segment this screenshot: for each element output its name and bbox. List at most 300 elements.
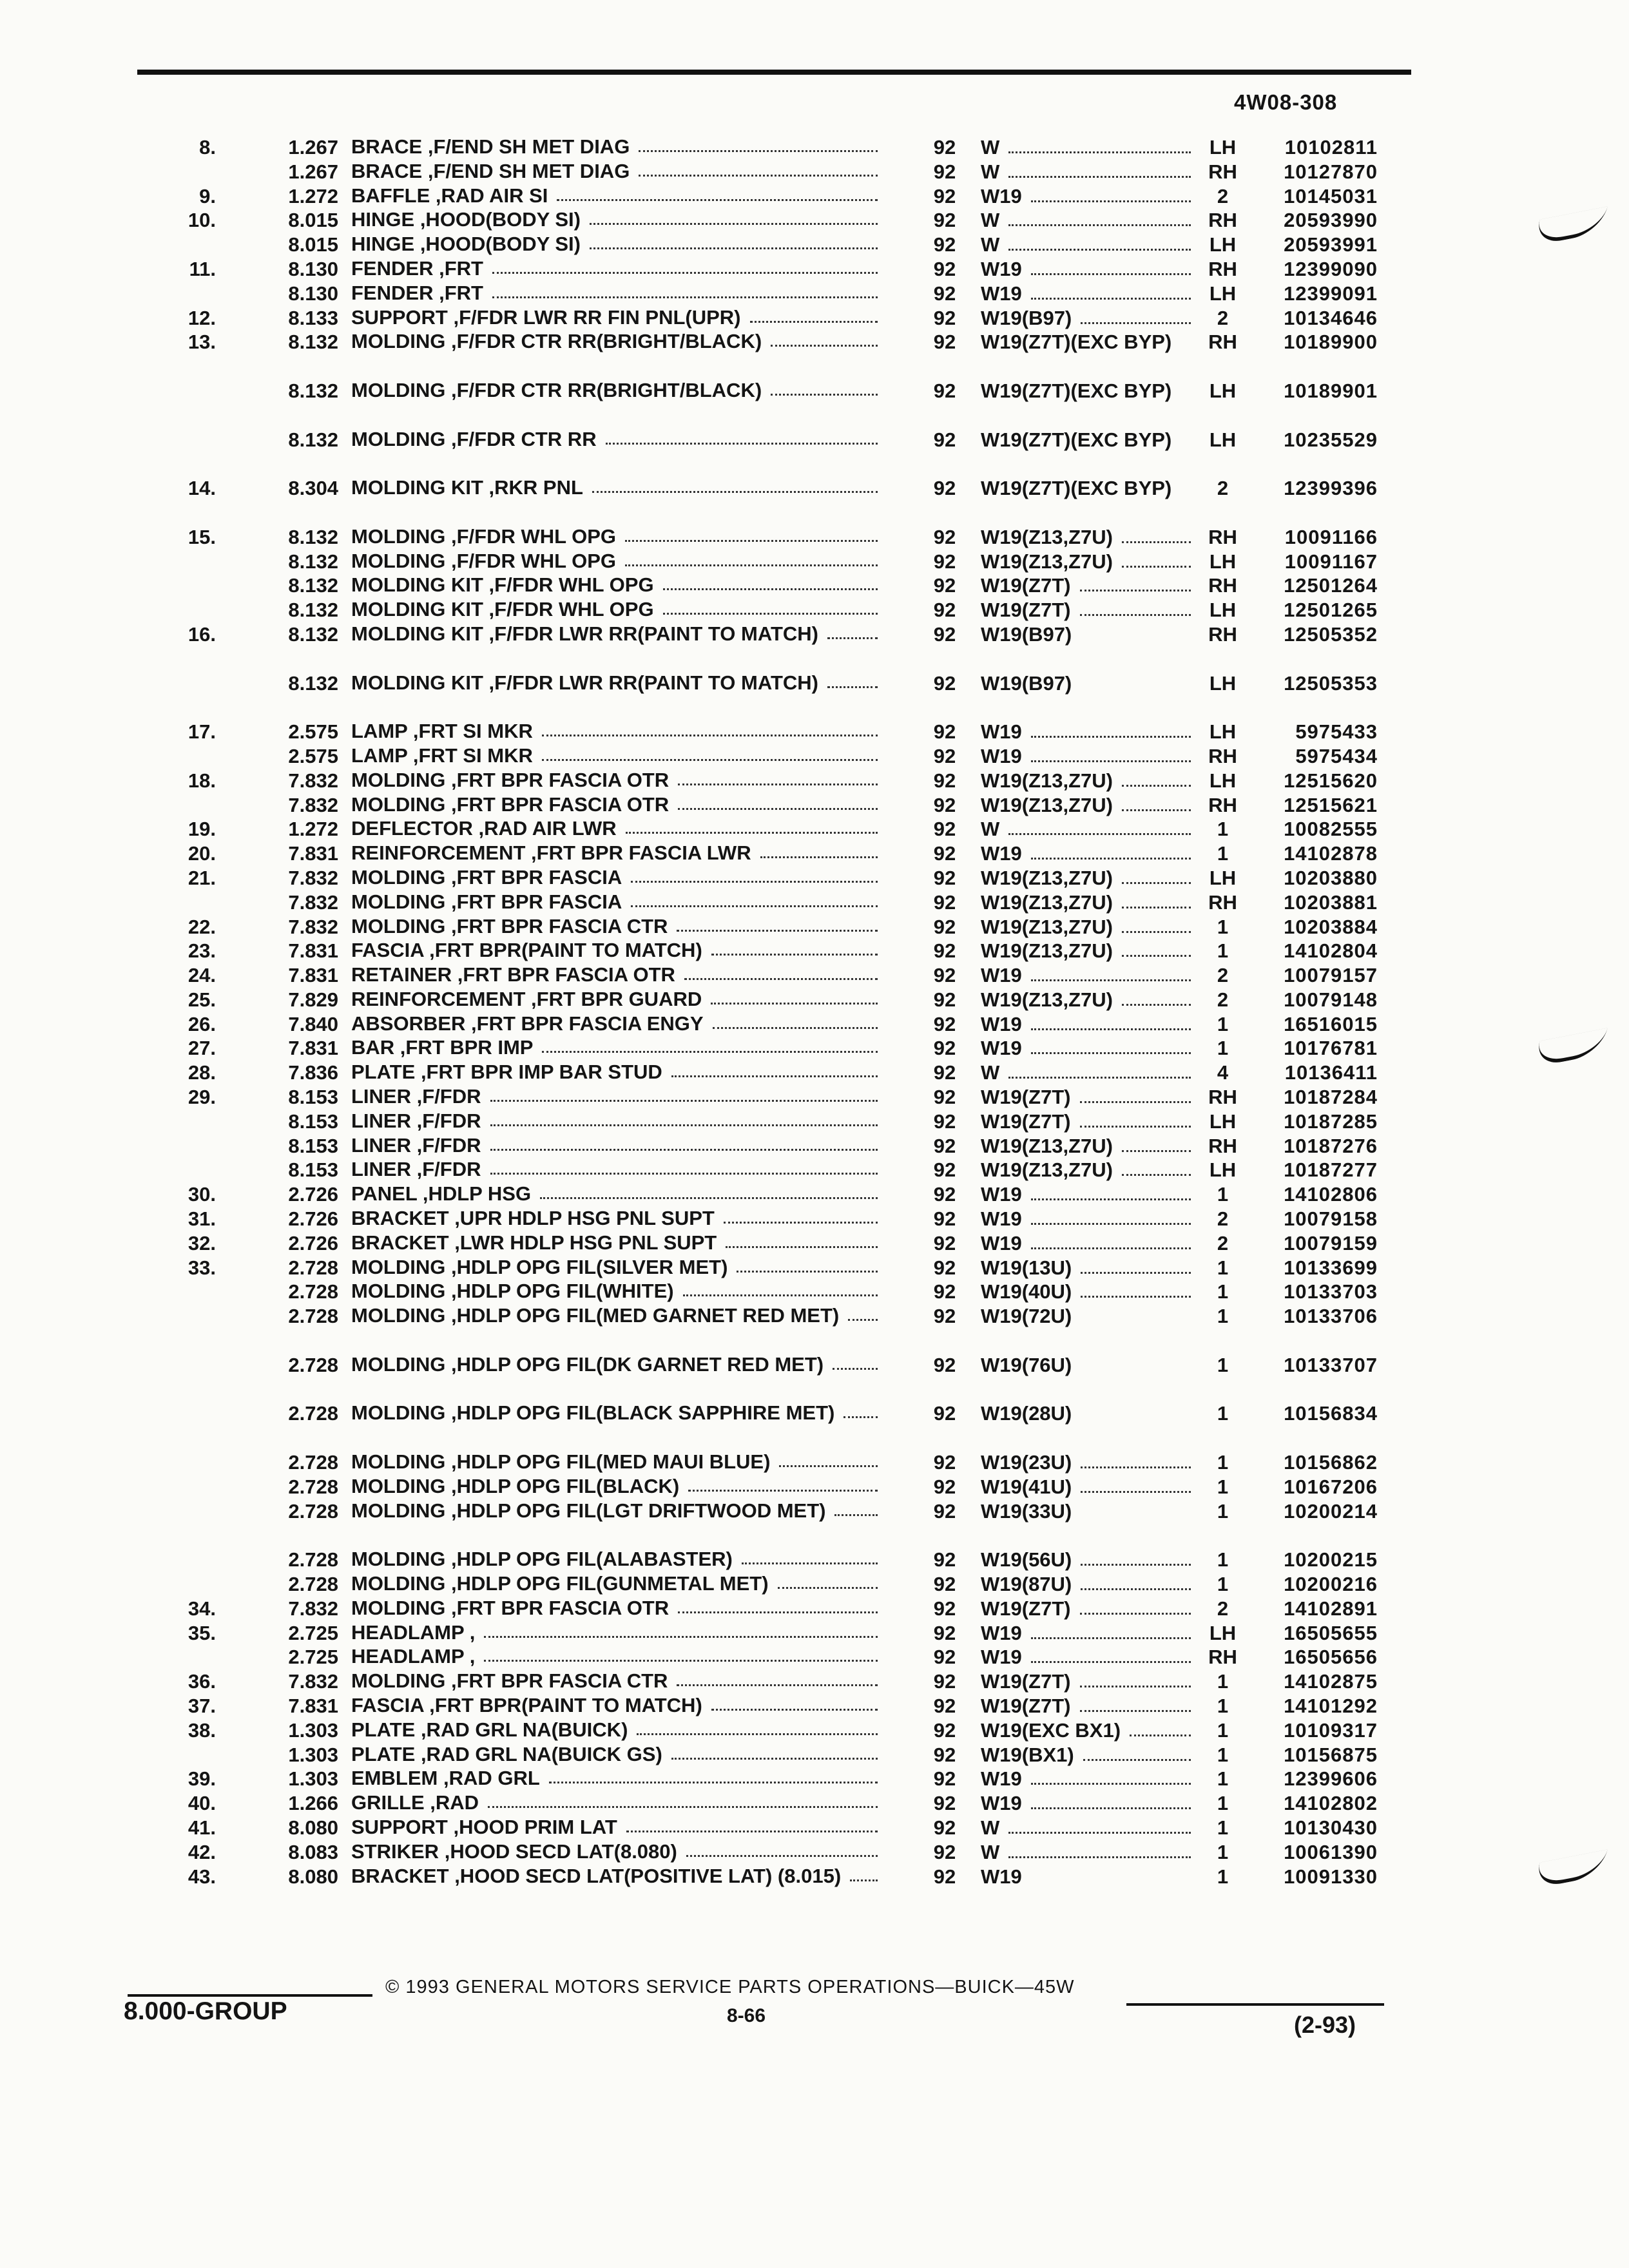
dot-leader bbox=[1031, 760, 1191, 762]
ref-number: 37. bbox=[188, 1695, 216, 1717]
dot-leader bbox=[592, 491, 878, 493]
part-description bbox=[351, 1207, 886, 1230]
part-name: MOLDING bbox=[351, 1401, 446, 1425]
part-number: 10200216 bbox=[1284, 1573, 1378, 1596]
dot-leader bbox=[488, 1806, 878, 1808]
part-detail: ,HOOD PRIM LAT bbox=[453, 1815, 617, 1838]
part-name: MOLDING bbox=[351, 1474, 446, 1497]
model-year: 92 bbox=[933, 720, 956, 744]
part-number: 20593991 bbox=[1284, 233, 1378, 256]
part-description bbox=[351, 184, 886, 207]
dot-leader bbox=[834, 1514, 878, 1516]
model-year: 92 bbox=[933, 1305, 956, 1328]
part-description bbox=[351, 841, 886, 865]
dot-leader bbox=[1081, 1491, 1191, 1493]
dot-leader bbox=[1031, 1223, 1191, 1225]
dot-leader bbox=[827, 637, 878, 639]
dot-leader bbox=[1008, 1832, 1191, 1834]
dot-leader bbox=[1080, 590, 1191, 591]
part-detail: ,F/FDR bbox=[416, 1158, 481, 1181]
model-year: 92 bbox=[933, 160, 956, 183]
dot-leader bbox=[711, 1003, 878, 1004]
model-year: 92 bbox=[933, 1256, 956, 1279]
quantity: 2 bbox=[1217, 988, 1229, 1011]
model-year: 92 bbox=[933, 550, 956, 573]
part-number: 10156875 bbox=[1284, 1743, 1378, 1766]
ref-number: 19. bbox=[188, 818, 216, 841]
part-description bbox=[351, 866, 886, 889]
dot-leader bbox=[1031, 1807, 1191, 1809]
part-number: 14102806 bbox=[1284, 1183, 1378, 1206]
document-code: 4W08-308 bbox=[1234, 90, 1338, 114]
model-code: W bbox=[981, 1816, 1000, 1839]
dot-leader bbox=[590, 223, 878, 225]
model-year: 92 bbox=[933, 1280, 956, 1303]
quantity: 1 bbox=[1217, 818, 1229, 841]
quantity: RH bbox=[1208, 622, 1237, 646]
model-code: W19(76U) bbox=[981, 1353, 1072, 1376]
model-year: 92 bbox=[933, 744, 956, 767]
parts-row bbox=[0, 550, 1629, 574]
model-code: W19(Z13,Z7U) bbox=[981, 525, 1113, 548]
group-number: 7.840 bbox=[288, 1012, 338, 1035]
dot-leader bbox=[1008, 1077, 1191, 1079]
part-description bbox=[351, 476, 886, 499]
dot-leader bbox=[631, 881, 878, 883]
parts-row bbox=[0, 1865, 1629, 1914]
part-detail: ,HOOD(BODY SI) bbox=[419, 233, 581, 256]
dot-leader bbox=[1080, 1686, 1191, 1687]
parts-row bbox=[0, 233, 1629, 257]
dot-leader bbox=[1122, 955, 1191, 957]
parts-row bbox=[0, 573, 1629, 598]
part-description bbox=[351, 1865, 886, 1888]
parts-row bbox=[0, 257, 1629, 282]
part-name: STRIKER bbox=[351, 1840, 439, 1863]
part-detail: ,RAD AIR SI bbox=[435, 184, 548, 207]
part-number: 10167206 bbox=[1284, 1475, 1378, 1498]
part-number: 10134646 bbox=[1284, 306, 1378, 329]
model-code: W19(33U) bbox=[981, 1499, 1072, 1523]
parts-row bbox=[0, 1085, 1629, 1110]
dot-leader bbox=[1122, 1004, 1191, 1006]
dot-leader bbox=[631, 905, 878, 907]
part-number: 16516015 bbox=[1284, 1012, 1378, 1035]
quantity: 4 bbox=[1217, 1061, 1229, 1084]
part-number: 10079148 bbox=[1284, 988, 1378, 1011]
part-detail: ,HDLP HSG bbox=[422, 1182, 532, 1206]
part-description bbox=[351, 769, 886, 792]
part-detail: ,HOOD SECD LAT(8.080) bbox=[444, 1840, 677, 1863]
group-number: 2.728 bbox=[288, 1305, 338, 1328]
parts-row bbox=[0, 160, 1629, 184]
group-number: 7.832 bbox=[288, 1670, 338, 1693]
part-description bbox=[351, 1694, 886, 1717]
part-name: MOLDING bbox=[351, 890, 446, 913]
part-number: 12501265 bbox=[1284, 599, 1378, 622]
part-detail: ,FRT BPR FASCIA bbox=[451, 890, 622, 913]
quantity: 1 bbox=[1217, 1840, 1229, 1863]
quantity: RH bbox=[1208, 1134, 1237, 1157]
dot-leader bbox=[1008, 249, 1191, 251]
dot-leader bbox=[484, 1636, 878, 1638]
part-name: HEADLAMP bbox=[351, 1645, 465, 1668]
model-code: W bbox=[981, 1840, 1000, 1863]
dot-leader bbox=[1031, 273, 1191, 275]
group-number: 2.728 bbox=[288, 1256, 338, 1279]
model-code: W19(Z7T) bbox=[981, 1110, 1071, 1133]
part-name: MOLDING bbox=[351, 1669, 446, 1693]
model-year: 92 bbox=[933, 1134, 956, 1157]
part-name: MOLDING bbox=[351, 1596, 446, 1619]
group-number: 8.080 bbox=[288, 1816, 338, 1839]
group-number: 8.153 bbox=[288, 1086, 338, 1109]
part-description bbox=[351, 1645, 886, 1668]
group-number: 8.132 bbox=[288, 525, 338, 548]
quantity: RH bbox=[1208, 160, 1237, 183]
part-number: 12505352 bbox=[1284, 622, 1378, 646]
part-description bbox=[351, 1353, 886, 1376]
group-number: 7.832 bbox=[288, 793, 338, 816]
parts-row bbox=[0, 671, 1629, 720]
dot-leader bbox=[1122, 1174, 1191, 1176]
quantity: RH bbox=[1208, 331, 1237, 354]
part-name: PLATE bbox=[351, 1742, 416, 1765]
part-description bbox=[351, 1597, 886, 1620]
quantity: RH bbox=[1208, 1086, 1237, 1109]
ref-number: 17. bbox=[188, 720, 216, 744]
model-code: W19(Z7T)(EXC BYP) bbox=[981, 477, 1172, 500]
group-number: 2.575 bbox=[288, 744, 338, 767]
model-code: W19(B97) bbox=[981, 306, 1072, 329]
part-detail: ,FRT SI MKR bbox=[412, 744, 533, 767]
part-detail: ,RAD GRL NA(BUICK) bbox=[420, 1718, 628, 1741]
model-code: W19 bbox=[981, 184, 1022, 207]
quantity: 1 bbox=[1217, 1280, 1229, 1303]
part-name: MOLDING bbox=[351, 330, 446, 353]
quantity: 2 bbox=[1217, 306, 1229, 329]
model-year: 92 bbox=[933, 331, 956, 354]
model-year: 92 bbox=[933, 184, 956, 207]
dot-leader bbox=[684, 978, 878, 980]
dot-leader bbox=[726, 1246, 878, 1248]
part-number: 12515621 bbox=[1284, 793, 1378, 816]
quantity: LH bbox=[1209, 136, 1237, 159]
part-description bbox=[351, 428, 886, 451]
dot-leader bbox=[542, 735, 878, 736]
dot-leader bbox=[1081, 322, 1191, 324]
part-name: MOLDING bbox=[351, 865, 446, 889]
part-name: PANEL bbox=[351, 1182, 418, 1206]
model-code: W19(Z13,Z7U) bbox=[981, 988, 1113, 1011]
parts-row bbox=[0, 282, 1629, 306]
part-number: 10187276 bbox=[1284, 1134, 1378, 1157]
quantity: 1 bbox=[1217, 1865, 1229, 1888]
dot-leader bbox=[639, 150, 878, 152]
dot-leader bbox=[1008, 224, 1191, 226]
part-description bbox=[351, 1036, 886, 1059]
part-number: 14102804 bbox=[1284, 939, 1378, 963]
group-number: 8.132 bbox=[288, 428, 338, 451]
model-year: 92 bbox=[933, 1743, 956, 1766]
part-description bbox=[351, 793, 886, 816]
parts-row bbox=[0, 744, 1629, 769]
ref-number: 43. bbox=[188, 1865, 216, 1888]
quantity: LH bbox=[1209, 866, 1237, 889]
part-description bbox=[351, 622, 886, 646]
dot-leader bbox=[683, 1294, 878, 1296]
model-year: 92 bbox=[933, 1767, 956, 1791]
dot-leader bbox=[1083, 1759, 1191, 1761]
group-number: 8.132 bbox=[288, 622, 338, 646]
group-number: 7.831 bbox=[288, 842, 338, 865]
part-detail: ,FRT BPR FASCIA bbox=[451, 865, 622, 889]
part-description bbox=[351, 1669, 886, 1693]
part-name: BRACE bbox=[351, 135, 423, 158]
part-number: 10189900 bbox=[1284, 331, 1378, 354]
quantity: LH bbox=[1209, 720, 1237, 744]
quantity: 1 bbox=[1217, 1305, 1229, 1328]
model-year: 92 bbox=[933, 574, 956, 597]
model-code: W19(87U) bbox=[981, 1573, 1072, 1596]
model-code: W19(Z13,Z7U) bbox=[981, 915, 1113, 938]
model-year: 92 bbox=[933, 1402, 956, 1425]
dot-leader bbox=[484, 1660, 878, 1662]
dot-leader bbox=[711, 1709, 878, 1711]
group-number: 2.725 bbox=[288, 1621, 338, 1644]
part-name: FENDER bbox=[351, 281, 434, 304]
ref-number: 21. bbox=[188, 866, 216, 889]
part-detail: ,F/FDR bbox=[416, 1085, 481, 1108]
model-year: 92 bbox=[933, 1086, 956, 1109]
ref-number: 10. bbox=[188, 209, 216, 232]
ref-number: 38. bbox=[188, 1718, 216, 1742]
parts-row bbox=[0, 1548, 1629, 1572]
part-name: DEFLECTOR bbox=[351, 817, 473, 840]
part-number: 10079158 bbox=[1284, 1207, 1378, 1231]
dot-leader bbox=[1008, 151, 1191, 153]
part-description bbox=[351, 598, 886, 621]
part-number: 10145031 bbox=[1284, 184, 1378, 207]
part-number: 12399091 bbox=[1284, 282, 1378, 305]
model-year: 92 bbox=[933, 1816, 956, 1839]
part-number: 10203880 bbox=[1284, 866, 1378, 889]
part-number: 14102802 bbox=[1284, 1792, 1378, 1815]
parts-row bbox=[0, 184, 1629, 209]
dot-leader bbox=[492, 296, 878, 298]
part-description bbox=[351, 1743, 886, 1766]
quantity: LH bbox=[1209, 550, 1237, 573]
part-name: SUPPORT bbox=[351, 1815, 448, 1838]
dot-leader bbox=[1031, 1661, 1191, 1663]
part-description bbox=[351, 720, 886, 743]
ref-number: 36. bbox=[188, 1670, 216, 1693]
part-detail: ,HDLP OPG FIL(BLACK SAPPHIRE MET) bbox=[451, 1401, 835, 1425]
quantity: RH bbox=[1208, 744, 1237, 767]
model-code: W19(EXC BX1) bbox=[981, 1718, 1121, 1742]
part-detail: ,F/FDR LWR RR(PAINT TO MATCH) bbox=[488, 622, 818, 645]
part-detail: ,FRT bbox=[439, 281, 483, 304]
part-description bbox=[351, 890, 886, 914]
ref-number: 42. bbox=[188, 1840, 216, 1863]
model-year: 92 bbox=[933, 818, 956, 841]
model-code: W19(Z7T)(EXC BYP) bbox=[981, 331, 1172, 354]
dot-leader bbox=[1031, 979, 1191, 981]
part-name: SUPPORT bbox=[351, 305, 448, 329]
group-number: 2.728 bbox=[288, 1353, 338, 1376]
group-number: 1.272 bbox=[288, 184, 338, 207]
part-description bbox=[351, 1840, 886, 1863]
parts-row bbox=[0, 1645, 1629, 1669]
part-detail: ,HOOD SECD LAT(POSITIVE LAT) (8.015) bbox=[454, 1864, 842, 1887]
part-description bbox=[351, 233, 886, 256]
dot-leader bbox=[492, 272, 878, 274]
part-description bbox=[351, 1304, 886, 1327]
dot-leader bbox=[713, 1027, 878, 1029]
footer-rule-left bbox=[128, 1994, 372, 1997]
part-number: 10156862 bbox=[1284, 1451, 1378, 1474]
dot-leader bbox=[850, 1879, 878, 1881]
part-name: HINGE bbox=[351, 208, 415, 231]
ref-number: 16. bbox=[188, 622, 216, 646]
ref-number: 35. bbox=[188, 1621, 216, 1644]
part-detail: ,F/FDR WHL OPG bbox=[451, 549, 617, 572]
parts-row bbox=[0, 1207, 1629, 1231]
dot-leader bbox=[1031, 736, 1191, 738]
group-number: 2.728 bbox=[288, 1451, 338, 1474]
model-code: W bbox=[981, 1061, 1000, 1084]
group-number: 8.132 bbox=[288, 671, 338, 695]
part-number: 10091167 bbox=[1284, 550, 1378, 573]
dot-leader bbox=[1081, 1588, 1191, 1590]
quantity: LH bbox=[1209, 769, 1237, 792]
dot-leader bbox=[626, 832, 878, 834]
parts-row bbox=[0, 1767, 1629, 1791]
quantity: 1 bbox=[1217, 1475, 1229, 1498]
part-detail: ,F/END SH MET DIAG bbox=[427, 159, 630, 182]
quantity: RH bbox=[1208, 525, 1237, 548]
dot-leader bbox=[1122, 566, 1191, 568]
parts-row bbox=[0, 1816, 1629, 1840]
quantity: 2 bbox=[1217, 184, 1229, 207]
part-detail: ,FRT BPR FASCIA ENGY bbox=[471, 1012, 704, 1035]
part-description bbox=[351, 817, 886, 840]
group-number: 8.130 bbox=[288, 282, 338, 305]
part-number: 10187277 bbox=[1284, 1158, 1378, 1182]
part-description bbox=[351, 1475, 886, 1498]
part-name: LINER bbox=[351, 1158, 411, 1181]
parts-row bbox=[0, 1304, 1629, 1353]
model-code: W bbox=[981, 233, 1000, 256]
dot-leader bbox=[1031, 1783, 1191, 1785]
part-name: MOLDING bbox=[351, 1548, 446, 1571]
model-code: W19(Z13,Z7U) bbox=[981, 793, 1113, 816]
parts-row bbox=[0, 1791, 1629, 1816]
part-detail: ,HDLP OPG FIL(BLACK) bbox=[451, 1474, 680, 1497]
quantity: 1 bbox=[1217, 1256, 1229, 1279]
group-number: 8.133 bbox=[288, 306, 338, 329]
model-year: 92 bbox=[933, 622, 956, 646]
ref-number: 31. bbox=[188, 1207, 216, 1231]
quantity: LH bbox=[1209, 599, 1237, 622]
part-number: 10176781 bbox=[1284, 1037, 1378, 1060]
dot-leader bbox=[663, 588, 878, 590]
quantity: LH bbox=[1209, 1621, 1237, 1644]
part-description bbox=[351, 744, 886, 767]
dot-leader bbox=[1081, 1272, 1191, 1274]
model-code: W19 bbox=[981, 1183, 1022, 1206]
model-code: W19(Z7T) bbox=[981, 574, 1071, 597]
part-detail: ,F/FDR LWR RR FIN PNL(UPR) bbox=[453, 305, 741, 329]
model-year: 92 bbox=[933, 1353, 956, 1376]
ref-number: 9. bbox=[199, 184, 216, 207]
model-year: 92 bbox=[933, 1695, 956, 1717]
part-detail: , bbox=[469, 1620, 476, 1644]
part-description bbox=[351, 939, 886, 962]
part-detail: ,HDLP OPG FIL(SILVER MET) bbox=[451, 1255, 728, 1278]
group-number: 8.080 bbox=[288, 1865, 338, 1888]
parts-row bbox=[0, 720, 1629, 744]
dot-leader bbox=[678, 783, 878, 785]
group-number: 7.832 bbox=[288, 915, 338, 938]
quantity: RH bbox=[1208, 793, 1237, 816]
dot-leader bbox=[1122, 1150, 1191, 1152]
part-number: 10079159 bbox=[1284, 1231, 1378, 1254]
parts-row bbox=[0, 1840, 1629, 1865]
dot-leader bbox=[490, 1124, 878, 1126]
parts-row bbox=[0, 1450, 1629, 1475]
dot-leader bbox=[760, 856, 878, 858]
part-number: 10133707 bbox=[1284, 1353, 1378, 1376]
dot-leader bbox=[678, 808, 878, 810]
part-name: LAMP bbox=[351, 720, 408, 743]
part-name: PLATE bbox=[351, 1061, 416, 1084]
model-year: 92 bbox=[933, 1840, 956, 1863]
model-year: 92 bbox=[933, 1499, 956, 1523]
parts-row bbox=[0, 1134, 1629, 1158]
model-year: 92 bbox=[933, 1792, 956, 1815]
group-number: 2.575 bbox=[288, 720, 338, 744]
parts-row bbox=[0, 963, 1629, 988]
part-detail: ,FRT BPR FASCIA CTR bbox=[451, 1669, 668, 1693]
group-number: 2.726 bbox=[288, 1207, 338, 1231]
part-description bbox=[351, 1012, 886, 1035]
dot-leader bbox=[1122, 541, 1191, 543]
quantity: 1 bbox=[1217, 1792, 1229, 1815]
parts-row bbox=[0, 208, 1629, 233]
quantity: 1 bbox=[1217, 1743, 1229, 1766]
group-number: 8.015 bbox=[288, 209, 338, 232]
parts-row bbox=[0, 1669, 1629, 1694]
part-detail: ,FRT bbox=[439, 256, 483, 280]
model-year: 92 bbox=[933, 1597, 956, 1620]
part-number: 12399090 bbox=[1284, 257, 1378, 280]
model-year: 92 bbox=[933, 257, 956, 280]
quantity: RH bbox=[1208, 209, 1237, 232]
model-code: W bbox=[981, 136, 1000, 159]
part-number: 14102878 bbox=[1284, 842, 1378, 865]
part-detail: ,FRT BPR FASCIA OTR bbox=[451, 1596, 670, 1619]
model-year: 92 bbox=[933, 1012, 956, 1035]
dot-leader bbox=[1130, 1735, 1191, 1736]
part-name: MOLDING bbox=[351, 427, 446, 450]
part-description bbox=[351, 1280, 886, 1303]
part-number: 10091330 bbox=[1284, 1865, 1378, 1888]
dot-leader bbox=[625, 564, 878, 566]
dot-leader bbox=[771, 345, 878, 347]
part-detail: ,F/FDR LWR RR(PAINT TO MATCH) bbox=[488, 671, 818, 694]
copyright-notice: © 1993 GENERAL MOTORS SERVICE PARTS OPERATIONS—BUICK—45W bbox=[385, 1977, 1075, 1997]
